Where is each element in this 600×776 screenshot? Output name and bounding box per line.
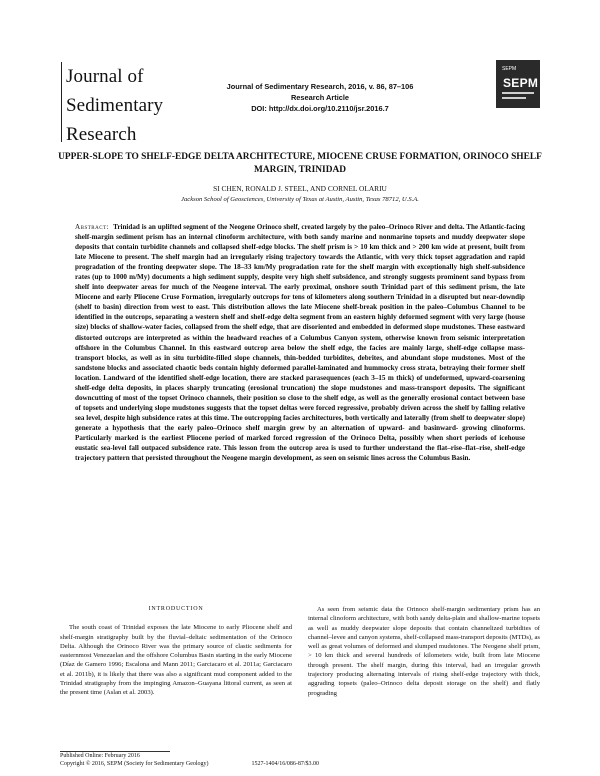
citation-journal-volume: Journal of Sedimentary Research, 2016, v. 86, 87–106 — [226, 82, 414, 91]
published-date: Published Online: February 2016 — [60, 753, 140, 759]
abstract — [75, 222, 525, 463]
body-column-left — [60, 605, 292, 698]
author-affiliation: Jackson School of Geosciences, University of Texas at Austin, Austin, Texas 78712, U.S.A. — [181, 196, 419, 203]
issn-code: 1527-1404/16/086-87/$3.00 — [251, 761, 320, 767]
footer — [60, 752, 319, 768]
sepm-logo-small-text: SEPM — [502, 66, 517, 72]
abstract-label: Abstract: — [75, 223, 110, 231]
introduction-heading: INTRODUCTION — [148, 606, 204, 612]
copyright-text: Copyright © 2016, SEPM (Society for Sedimentary Geology) — [60, 761, 209, 767]
sepm-logo-text: SEPM — [503, 76, 539, 90]
introduction-paragraph-2: As seen from seismic data the Orinoco shelf-margin sedimentary prism has an internal clinoform architecture, with both sandy delta-plain and shallow-marine topsets as well as muddy deepwater slope deposits that contain channelized turbidites of channel–levee and canyon systems, shelf-collapsed mass-transport deposits (MTDs), as well as great volumes of deformed and slumped mudstones. The Neogene shelf prism, > 10 km thick and several hundreds of kilometers wide, built from late Miocene through present. The shelf margin, during this interval, had an irregular growth trajectory producing alternating intervals of rising shelf-edge trajectory with thick, aggrading topsets (paleo–Orinoco delta deposit storage on the shelf) and flatly prograding — [308, 606, 540, 697]
journal-name-rule — [61, 62, 62, 142]
journal-name-line-1: Journal of — [66, 66, 144, 87]
sepm-logo-bar-2 — [502, 97, 526, 99]
article-type: Research Article — [290, 93, 350, 102]
journal-name-line-2: Sedimentary — [66, 95, 164, 116]
sepm-logo — [496, 60, 540, 108]
citation-block — [170, 81, 470, 114]
doi-link[interactable]: DOI: http://dx.doi.org/10.2110/jsr.2016.7 — [251, 104, 389, 113]
abstract-text: Trinidad is an uplifted segment of the Neogene Orinoco shelf, created largely by the paleo–Orinoco River and delta. The Atlantic-facing shelf-margin sediment prism has an internal clinoform architecture, with both sandy marine and nonmarine topsets and muddy deepwater slope deposits that contain turbidite channels and collapsed shelf-edge blocks. The shelf prism is > 10 km thick and > 200 km wide at present, built from late Miocene to present. The shelf margin had an irregularly rising trajectory towards the Atlantic, with very thick topset aggradation and rapid progradation of the fronting deepwater slope. The 18–33 km/My progradation rate for the shelf margin with exceptionally high shelf-subsidence rates (up to 1000 m/My) documents a high sediment supply, despite very high shelf subsidence, and strongly suggests prominent sand bypass from shelf into deepwater areas for much of the Neogene interval. The early proximal, onshore south Trinidad part of this sediment prism, the late Miocene and early Pliocene Cruse Formation, irregularly outcrops for tens of kilometers along southern Trinidad in a disrupted but near-downdip (shelf to basin) direction from west to east. This distribution allows the late Miocene shelf-break position in the paleo–Columbus Channel to be identified in the outcrops, separating a western shelf and shelf-edge delta segment from an eastern highly deformed segment with very large (house size) blocks of shallow-water facies, collapsed from the shelf edge, that are disoriented and embedded in deformed slope mudstones. These eastward distorted outcrops are interpreted as within the headward reaches of a Columbus Canyon system, otherwise known from seismic interpretation offshore in the Columbus Channel. In this eastward outcrop area below the shelf edge, the facies are mainly large, shelf-edge collapse mass-transport blocks, as well as in situ turbidite-filled slope channels, thin-bedded turbidites, debrites, and abundant slope mudstones. Most of the sandstone blocks and associated chaotic beds contain highly deformed parallel-laminated and hummocky cross strata, betraying their former shelf location. Landward of the identified shelf-edge location, there are stacked parasequences (each 3–15 m thick) of undeformed, upward-coarsening shelf-edge delta deposits, in places sharply truncating (erosional truncation) the slope mudstones and mass-transport deposits. The significant downcutting of most of the topset Orinoco channels, their position so close to the shelf edge, as well as the generally erosional contact between base of topsets and underlying slope mudstones suggests that the topset deltas were forced regressive, probably driven across the shelf by falling relative sea level, despite high subsidence rates at this time. The outcropping facies architectures, both vertically and laterally (from shelf to deepwater slope) generate a hypothesis that the early paleo–Orinoco shelf margin grew by an alternation of upward- and basinward- growing clinoforms. Particularly marked is the earliest Pliocene period of marked forced regression of the Orinoco Delta, possibly when short periods of icehouse eustatic sea-level fall outpaced subsidence rate. This lesson from the outcrop area is used to further understand the flat–rise–flat–rise, shelf-edge trajectory pattern that persisted throughout the Neogene margin development, as seen on seismic lines across the Columbus Basin. — [75, 223, 525, 463]
introduction-paragraph-1: The south coast of Trinidad exposes the late Miocene to early Pliocene shelf and shelf-margin stratigraphy built by the fluvial–deltaic sedimentation of the Orinoco Delta. Although the Orinoco River was the primary source of clastic sediments for easternmost Venezuelan and the offshore Columbus Basin starting in the early Miocene (Díaz de Gamero 1996; Escalona and Mann 2011; Garciacaro et al. 2011a; Garciacaro et al. 2011b), it is likely that there was also a significant mud component added to the Trinidad stratigraphy from the impinging Amazon–Guayana littoral current, as seen at the present time (Aslan et al. 2003). — [60, 624, 292, 697]
journal-name — [66, 62, 166, 149]
paper-title: UPPER-SLOPE TO SHELF-EDGE DELTA ARCHITECTURE, MIOCENE CRUSE FORMATION, ORINOCO SHELF MARGIN, TRINIDAD — [58, 152, 542, 175]
journal-name-line-3: Research — [66, 124, 137, 145]
sepm-logo-bar — [502, 92, 534, 94]
body-column-right — [308, 605, 540, 698]
paper-authors: SI CHEN, RONALD J. STEEL, AND CORNEL OLARIU — [213, 184, 387, 193]
copyright-line — [60, 760, 319, 768]
